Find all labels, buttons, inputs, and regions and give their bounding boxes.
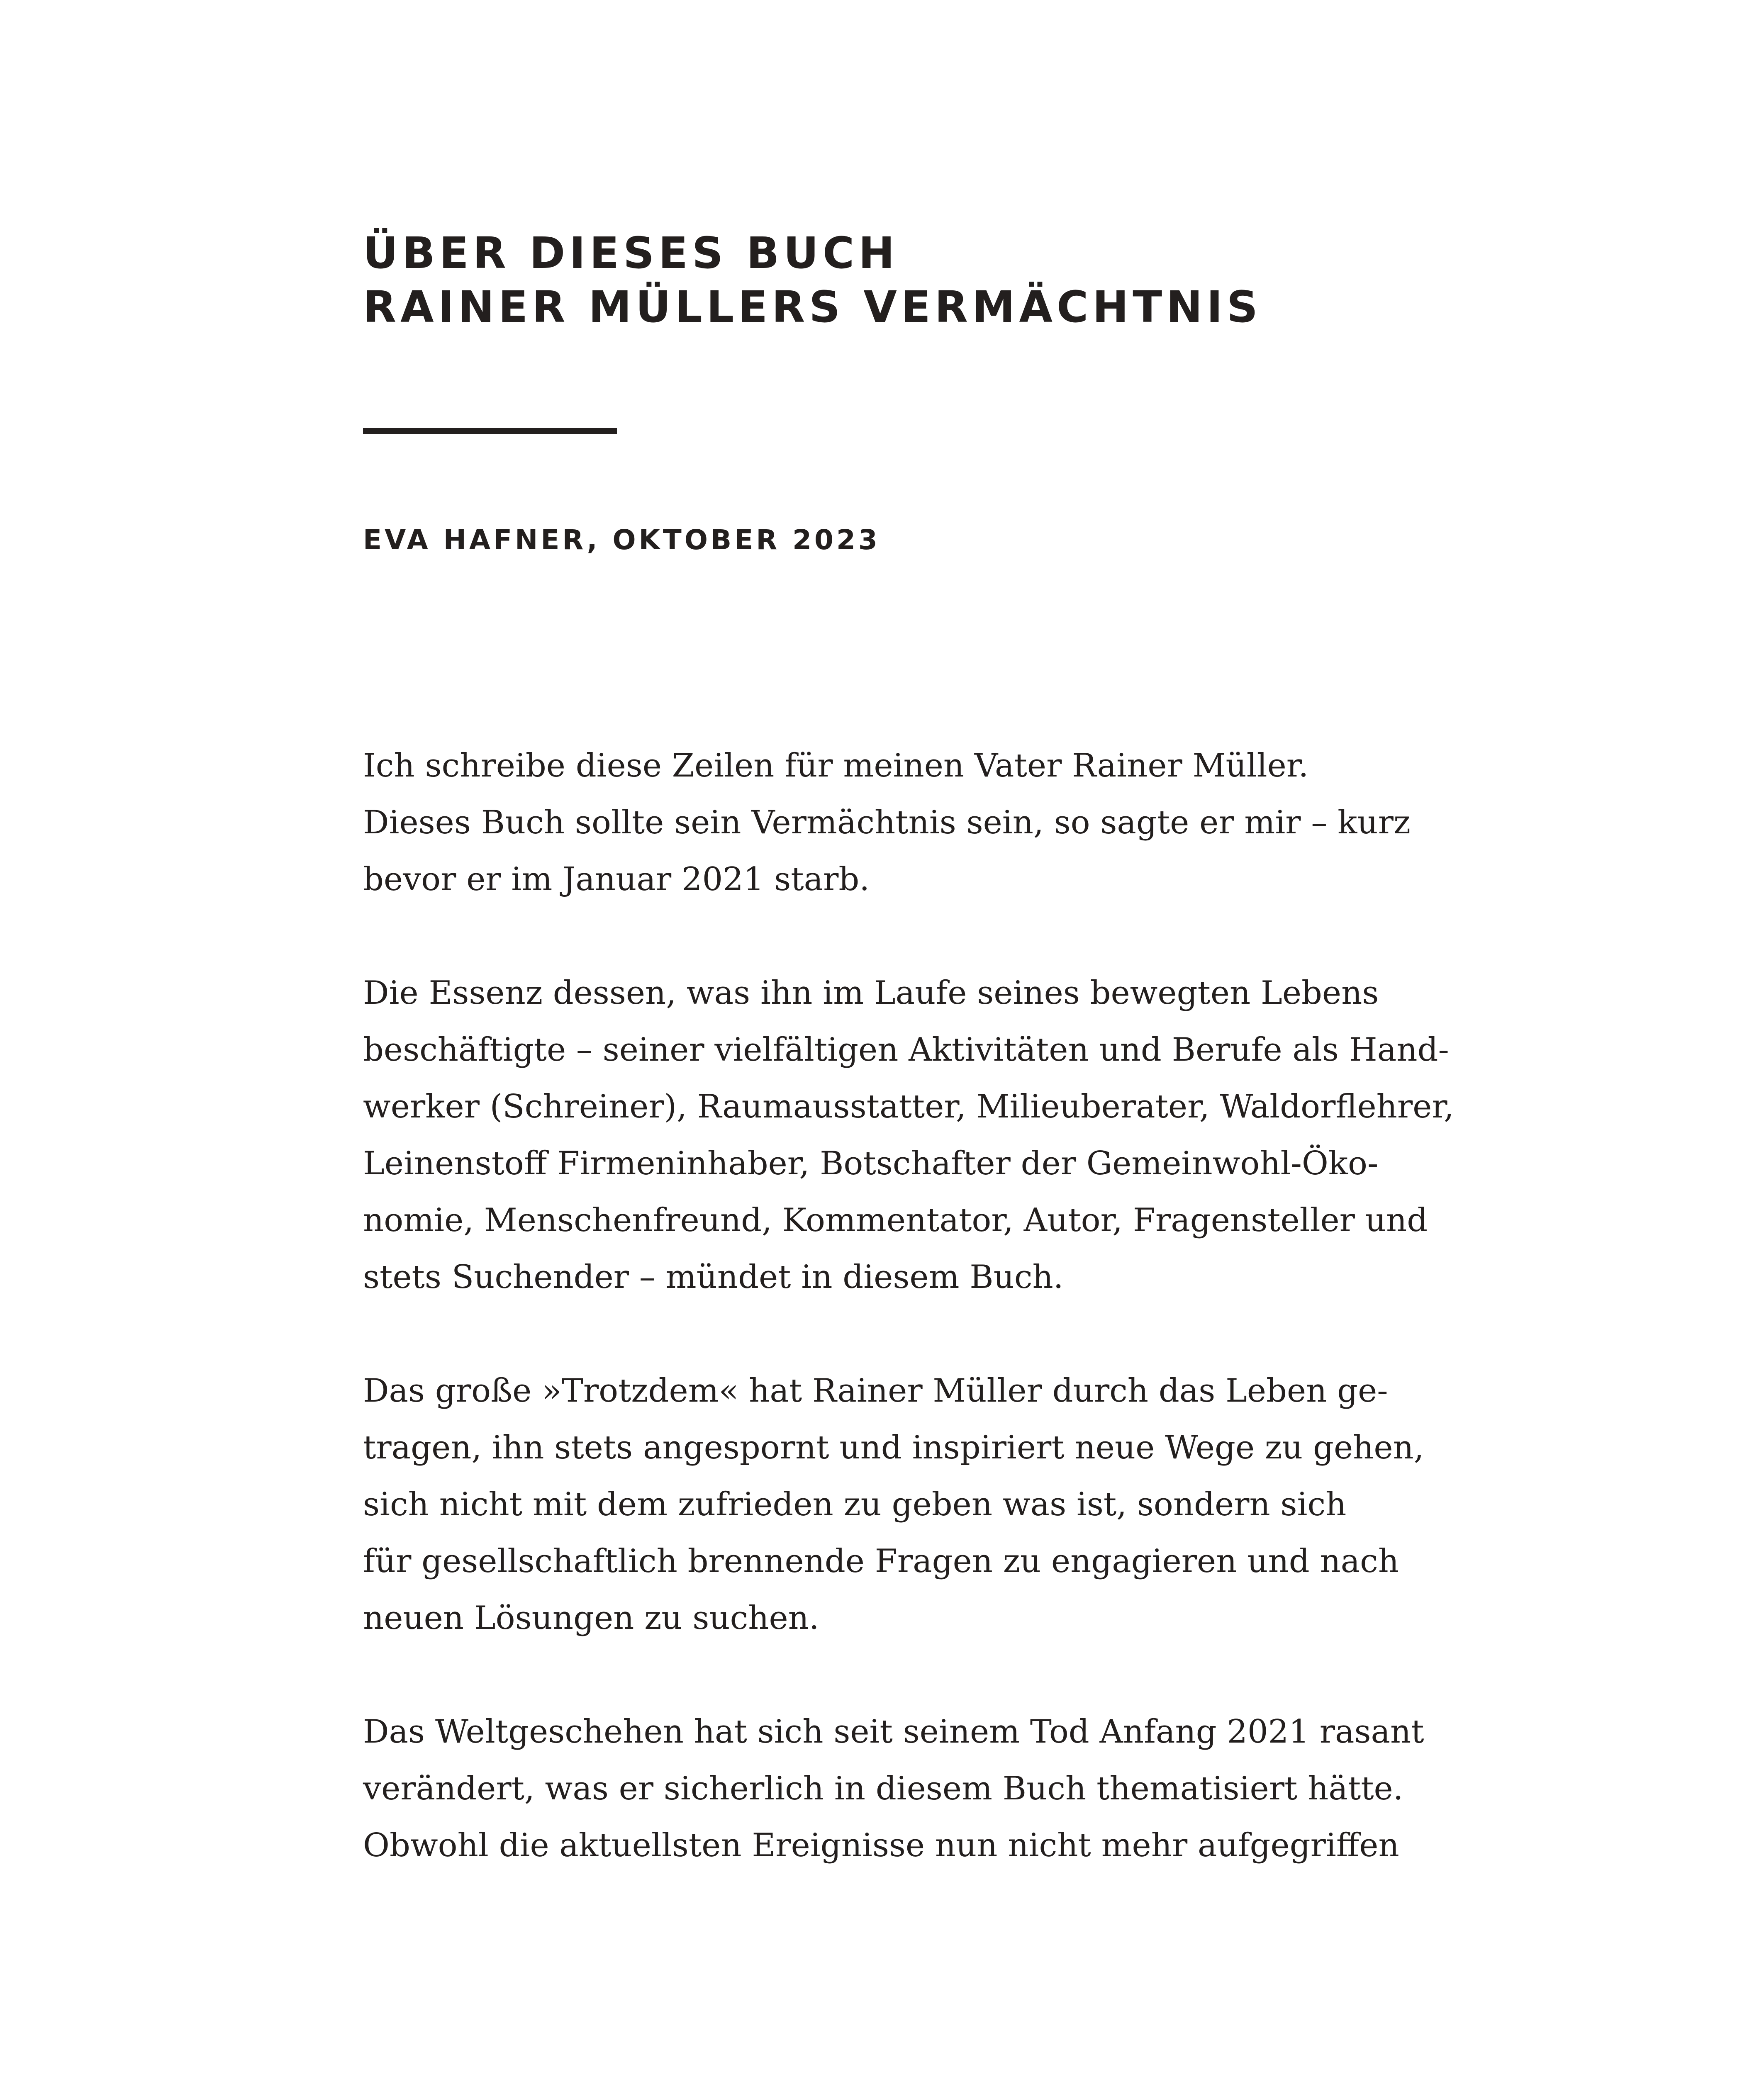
text-line: tragen, ihn stets angespornt und inspiriert neue Wege zu gehen, bbox=[363, 1429, 1424, 1466]
text-line: bevor er im Januar 2021 starb. bbox=[363, 861, 870, 898]
text-line: Das Weltgeschehen hat sich seit seinem Tod Anfang 2021 rasant bbox=[363, 1713, 1424, 1750]
author-byline: EVA HAFNER, OKTOBER 2023 bbox=[363, 524, 880, 556]
text-line: beschäftigte – seiner vielfältigen Aktivitäten und Berufe als Hand- bbox=[363, 1031, 1449, 1069]
text-line: stets Suchender – mündet in diesem Buch. bbox=[363, 1259, 1064, 1296]
text-line: neuen Lösungen zu suchen. bbox=[363, 1599, 819, 1637]
body-text bbox=[363, 738, 1608, 1931]
chapter-heading-line-1: ÜBER DIESES BUCH bbox=[363, 228, 899, 278]
paragraph-3 bbox=[363, 1363, 1608, 1647]
text-line: Ich schreibe diese Zeilen für meinen Vater Rainer Müller. bbox=[363, 747, 1309, 784]
chapter-heading-line-2: RAINER MÜLLERS VERMÄCHTNIS bbox=[363, 282, 1262, 332]
text-line: verändert, was er sicherlich in diesem Buch thematisiert hätte. bbox=[363, 1770, 1403, 1807]
paragraph-4 bbox=[363, 1704, 1608, 1874]
paragraph-1 bbox=[363, 738, 1608, 908]
text-line: Obwohl die aktuellsten Ereignisse nun nicht mehr aufgegriffen bbox=[363, 1827, 1399, 1864]
text-line: werker (Schreiner), Raumausstatter, Milieuberater, Waldorflehrer, bbox=[363, 1088, 1454, 1125]
chapter-heading bbox=[363, 226, 1262, 334]
text-line: sich nicht mit dem zufrieden zu geben was ist, sondern sich bbox=[363, 1486, 1347, 1523]
text-line: Dieses Buch sollte sein Vermächtnis sein, so sagte er mir – kurz bbox=[363, 804, 1411, 841]
paragraph-2 bbox=[363, 965, 1608, 1306]
text-line: Die Essenz dessen, was ihn im Laufe seines bewegten Lebens bbox=[363, 974, 1379, 1012]
text-line: für gesellschaftlich brennende Fragen zu engagieren und nach bbox=[363, 1543, 1399, 1580]
text-line: Leinenstoff Firmeninhaber, Botschafter der Gemeinwohl-Öko- bbox=[363, 1145, 1379, 1182]
text-line: Das große »Trotzdem« hat Rainer Müller durch das Leben ge- bbox=[363, 1372, 1388, 1409]
text-line: nomie, Menschenfreund, Kommentator, Autor, Fragensteller und bbox=[363, 1202, 1428, 1239]
heading-divider bbox=[363, 428, 617, 434]
